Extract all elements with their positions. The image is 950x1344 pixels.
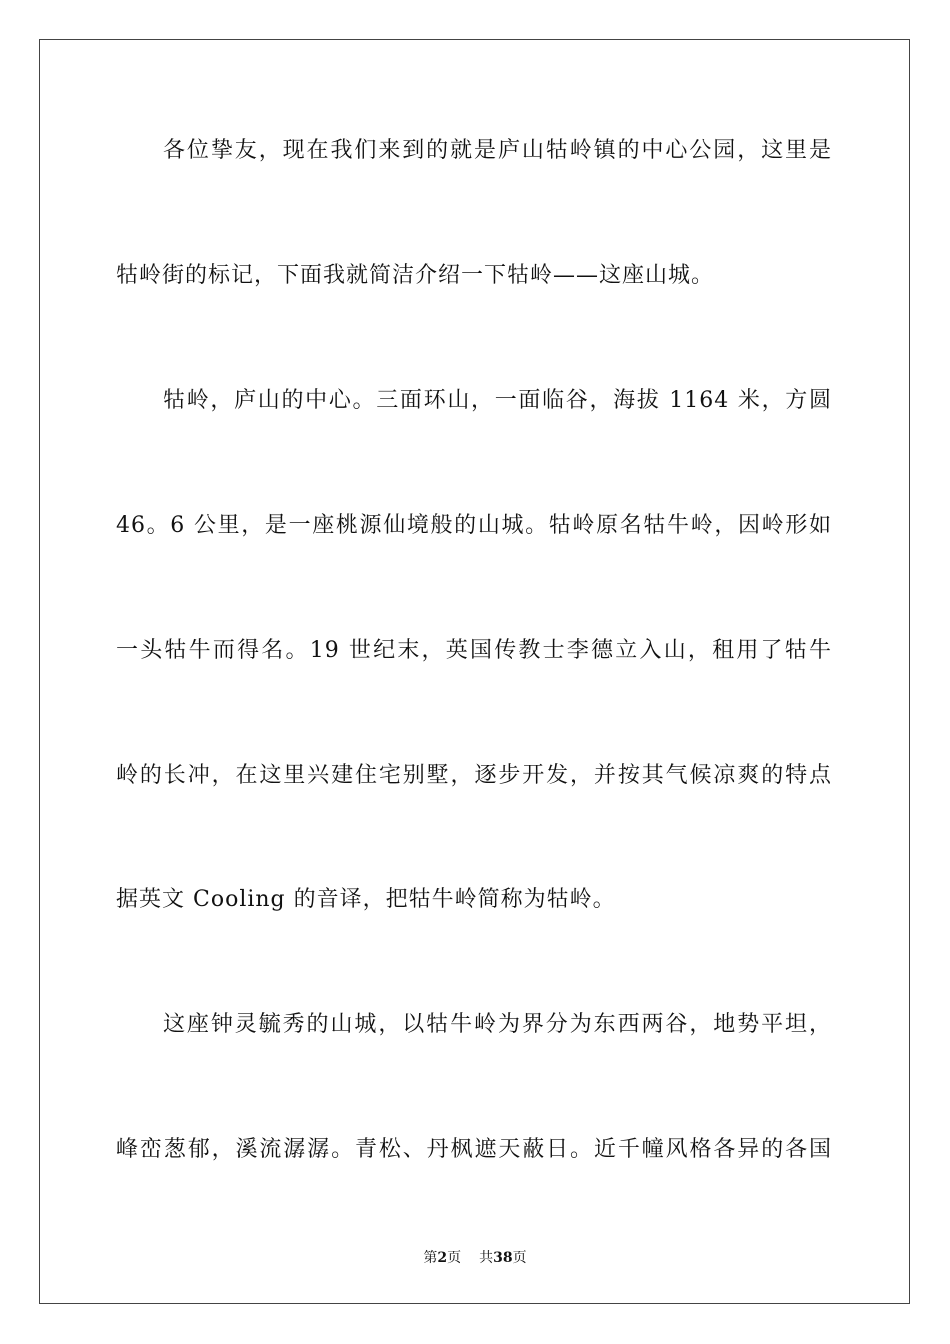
- page-footer: [0, 1247, 950, 1267]
- text-line-6: 岭的长冲，在这里兴建住宅别墅，逐步开发，并按其气候凉爽的特点: [116, 763, 832, 788]
- text-line-8: 这座钟灵毓秀的山城，以牯牛岭为界分为东西两谷，地势平坦，: [163, 1012, 832, 1037]
- text-line-2: 牯岭街的标记，下面我就简洁介绍一下牯岭——这座山城。: [116, 263, 715, 288]
- footer-total-suffix: 页: [512, 1250, 527, 1266]
- footer-total-pages: 38: [493, 1250, 513, 1266]
- page-border: [39, 39, 910, 1304]
- text-line-4: 46。6 公里，是一座桃源仙境般的山城。牯岭原名牯牛岭，因岭形如: [116, 513, 832, 538]
- text-line-9: 峰峦葱郁，溪流潺潺。青松、丹枫遮天蔽日。近千幢风格各异的各国: [116, 1137, 832, 1162]
- text-line-7: 据英文 Cooling 的音译，把牯牛岭简称为牯岭。: [116, 887, 616, 912]
- footer-page-prefix: 第: [423, 1250, 438, 1266]
- footer-total-prefix: 共: [479, 1250, 494, 1266]
- text-line-5: 一头牯牛而得名。19 世纪末，英国传教士李德立入山，租用了牯牛: [116, 638, 832, 663]
- text-line-3: 牯岭，庐山的中心。三面环山，一面临谷，海拔 1164 米，方圆: [163, 388, 832, 413]
- footer-page-number: 2: [437, 1250, 448, 1266]
- text-line-1: 各位挚友，现在我们来到的就是庐山牯岭镇的中心公园，这里是: [163, 138, 832, 163]
- footer-page-suffix: 页: [447, 1250, 462, 1266]
